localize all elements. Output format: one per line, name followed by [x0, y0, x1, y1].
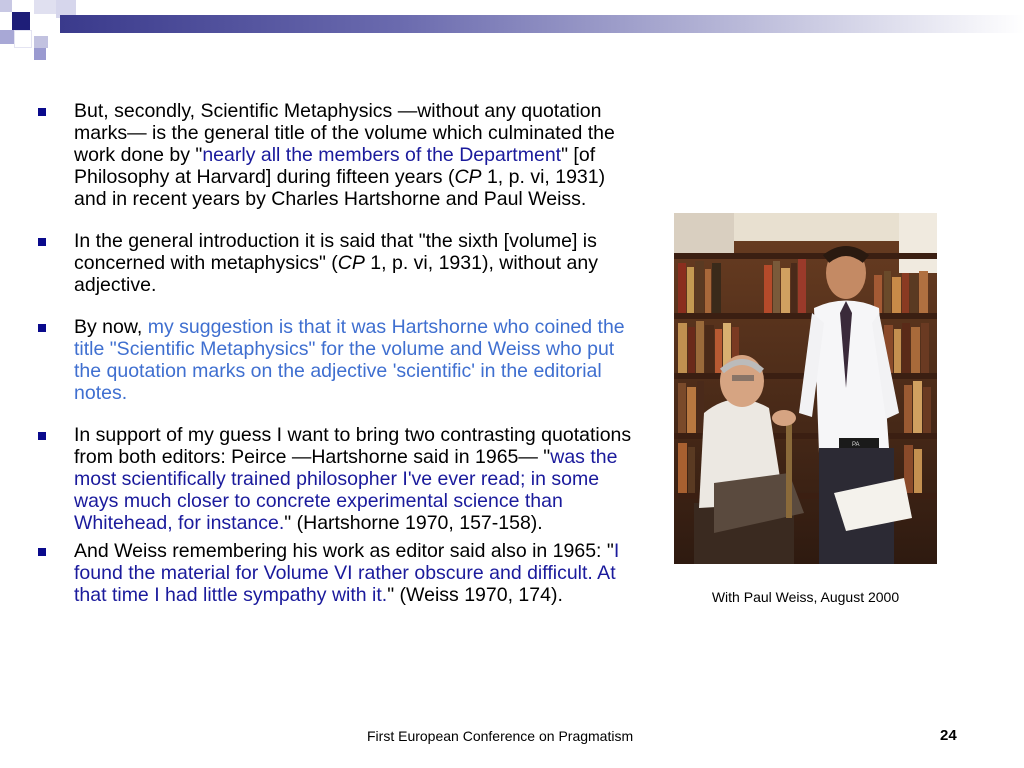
photo-caption: With Paul Weiss, August 2000 [711, 589, 900, 605]
bullet-text-segment: But, secondly, Scientific Metaphysics —without any quotation marks— is the general title of the volume which culminated the work done by " [74, 100, 615, 166]
bullet-item [36, 424, 636, 534]
bullet-square-icon [38, 548, 46, 556]
bullet-text-segment: 1, p. vi, 1931), without any adjective. [74, 252, 598, 296]
bullet-text-segment: " [of Philosophy at Harvard] during fifteen years ( [74, 144, 596, 188]
bullet-square-icon [38, 324, 46, 332]
bullet-text-segment: " (Weiss 1970, 174). [387, 584, 563, 606]
bullet-text-segment: " (Hartshorne 1970, 157-158). [284, 512, 543, 534]
page-number: 24 [940, 727, 957, 744]
bullet-text-segment: my suggestion is that it was Hartshorne who coined the title "Scientific Metaphysics" for the volume and Weiss who put the quotation marks on the adjective 'scientific' in the editorial notes. [74, 316, 625, 404]
bullet-square-icon [38, 238, 46, 246]
header-gradient-bar [60, 15, 1024, 33]
bullet-item [36, 100, 636, 210]
bullet-text-segment: And Weiss remembering his work as editor said also in 1965: " [74, 540, 614, 562]
bullet-text-segment: CP [337, 252, 365, 274]
bullet-item [36, 540, 636, 606]
footer-title: First European Conference on Pragmatism [367, 728, 634, 744]
bullet-text-segment: nearly all the members of the Department [202, 144, 562, 166]
bullet-text-segment: 1, p. vi, 1931) and in recent years by Charles Hartshorne and Paul Weiss. [74, 166, 606, 210]
bullet-text-segment: CP [454, 166, 482, 188]
bullet-text-segment: I found the material for Volume VI rather obscure and difficult. At that time I had little sympathy with it. [74, 540, 620, 606]
bullet-text-segment: was the most scientifically trained philosopher I've ever read; in some ways much closer to concrete experimental science than Whitehead, for instance. [74, 446, 618, 534]
bullet-item [36, 230, 636, 296]
photo-hartshorne-weiss [674, 213, 937, 564]
svg-text:PA: PA [852, 442, 860, 448]
bullet-item [36, 316, 636, 404]
bullet-square-icon [38, 432, 46, 440]
bullet-text-segment: In support of my guess I want to bring two contrasting quotations from both editors: Peirce —Hartshorne said in 1965— " [74, 424, 632, 468]
bullet-text-segment: By now, [74, 316, 148, 338]
bullet-list [36, 100, 636, 626]
bullet-text-segment: In the general introduction it is said that "the sixth [volume] is concerned with metaphysics" ( [74, 230, 597, 274]
bullet-square-icon [38, 108, 46, 116]
